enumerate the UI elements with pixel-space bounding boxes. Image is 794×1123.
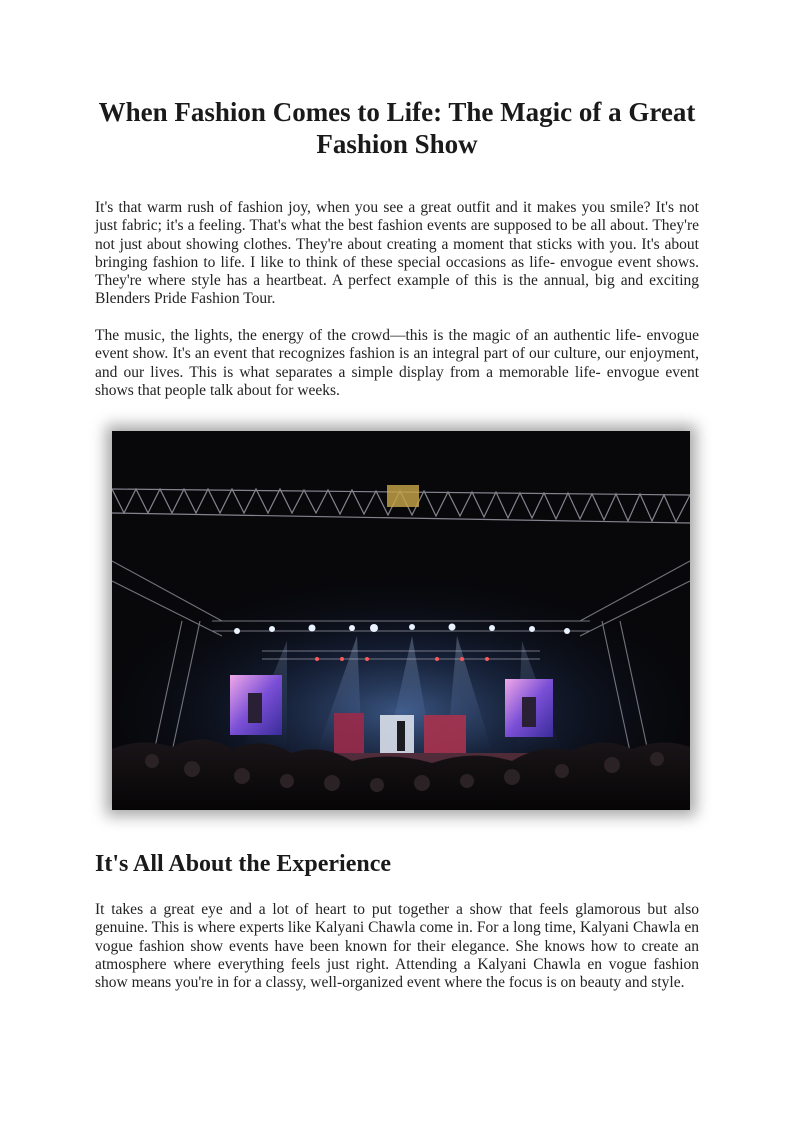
article-title: When Fashion Comes to Life: The Magic of a Great Fashion Show xyxy=(98,97,696,159)
section-heading: It's All About the Experience xyxy=(95,851,392,877)
intro-paragraph: It's that warm rush of fashion joy, when you see a great outfit and it makes you smile? It's not just fabric; it's a feeling. That's what the best fashion events are supposed to be all about. They're not just about showing clothes. They're about creating a moment that sticks with you. It's about bringing fashion to life. I like to think of these special occasions as life- envogue event shows. They're where style has a heartbeat. A perfect example of this is the annual, big and exciting Blenders Pride Fashion Tour. xyxy=(95,199,699,308)
fashion-show-stage-photo xyxy=(112,431,690,810)
section-paragraph: It takes a great eye and a lot of heart to put together a show that feels glamorous but also genuine. This is where experts like Kalyani Chawla come in. For a long time, Kalyani Chawla en vogue fashion show events have been known for their elegance. She knows how to create an atmosphere where everything feels just right. Attending a Kalyani Chawla en vogue fashion show means you're in for a classy, well-organized event where the focus is on beauty and style. xyxy=(95,901,699,992)
second-paragraph: The music, the lights, the energy of the crowd—this is the magic of an authentic life- envogue event show. It's an event that recognizes fashion is an integral part of our culture, our enjoyment, and our lives. This is what separates a simple display from a memorable life- envogue event shows that people talk about for weeks. xyxy=(95,327,699,399)
